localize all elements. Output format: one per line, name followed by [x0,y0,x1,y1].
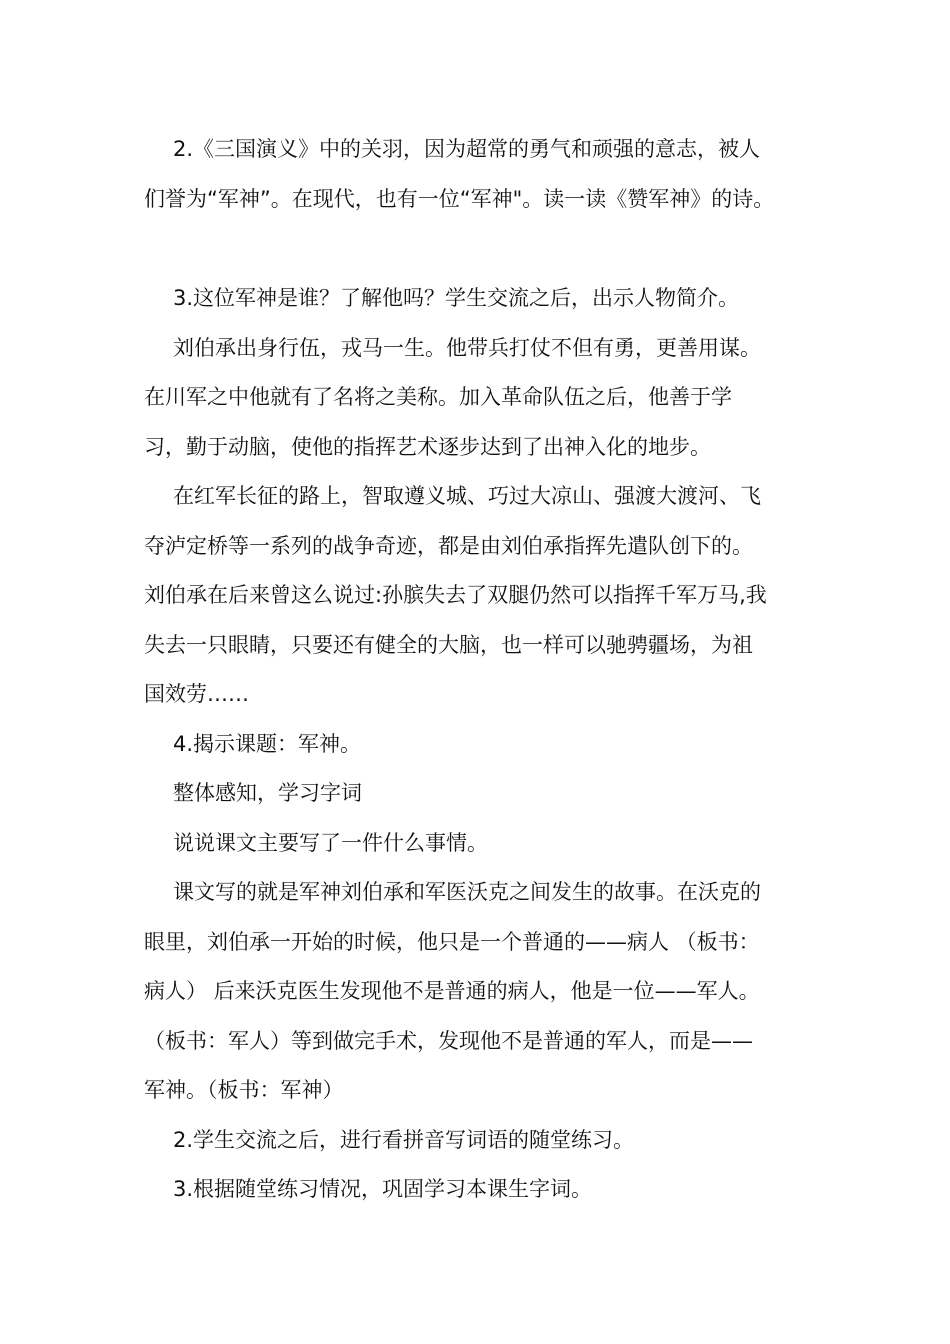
text-line: 整体感知，学习字词 [173,781,362,805]
text-line: 在红军长征的路上，智取遵义城、巧过大凉山、强渡大渡河、飞 [173,484,761,508]
text-line: 3.这位军神是谁？了解他吗？学生交流之后，出示人物简介。 [173,286,740,310]
text-line: 国效劳…… [144,682,249,706]
paragraph-liu-bocheng-intro [144,324,810,473]
text-line: 习，勤于动脑，使他的指挥艺术逐步达到了出神入化的地步。 [144,434,711,459]
paragraph-pinyin-practice [144,1116,810,1166]
text-line: 们誉为“军神”。在现代，也有一位“军神"。读一读《赞军神》的诗。 [144,186,775,211]
text-line: 失去一只眼睛，只要还有健全的大脑，也一样可以驰骋疆场，为祖 [144,632,753,657]
text-line: 说说课文主要写了一件什么事情。 [173,830,488,855]
paragraph-who-is-army-god [144,274,810,324]
text-line: 军神。（板书：军神） [144,1078,344,1102]
text-line: 夺泸定桥等一系列的战争奇迹，都是由刘伯承指挥先遣队创下的。 [144,533,753,558]
paragraph-main-event-question [144,819,810,869]
text-line: 刘伯承在后来曾这么说过:孙膑失去了双腿仍然可以指挥千军万马,我 [144,583,767,607]
text-line: 在川军之中他就有了名将之美称。加入革命队伍之后，他善于学 [144,385,732,409]
text-line: （板书：军人）等到做完手术，发现他不是普通的军人，而是—— [144,1028,753,1053]
paragraph-long-march [144,472,810,720]
text-line: 2.学生交流之后，进行看拼音写词语的随堂练习。 [173,1127,635,1152]
paragraph-consolidate-words [144,1165,810,1215]
text-line: 刘伯承出身行伍，戎马一生。他带兵打仗不但有勇，更善用谋。 [173,335,761,360]
paragraph-story-summary [144,868,810,1116]
document-page [144,125,810,1215]
section-heading-overall-perception [144,769,810,819]
paragraph-guanyu [144,125,810,224]
text-line: 课文写的就是军神刘伯承和军医沃克之间发生的故事。在沃克的 [173,880,761,904]
paragraph-gap [144,224,810,274]
text-line: 病人） 后来沃克医生发现他不是普通的病人，他是一位——军人。 [144,979,760,1003]
paragraph-reveal-title [144,720,810,770]
text-line: 眼里，刘伯承一开始的时候，他只是一个普通的——病人 （板书： [144,929,760,954]
text-line: 3.根据随堂练习情况，巩固学习本课生字词。 [173,1177,593,1201]
text-line: 2.《三国演义》中的关羽，因为超常的勇气和顽强的意志，被人 [173,137,761,161]
text-line: 4.揭示课题：军神。 [173,731,362,756]
